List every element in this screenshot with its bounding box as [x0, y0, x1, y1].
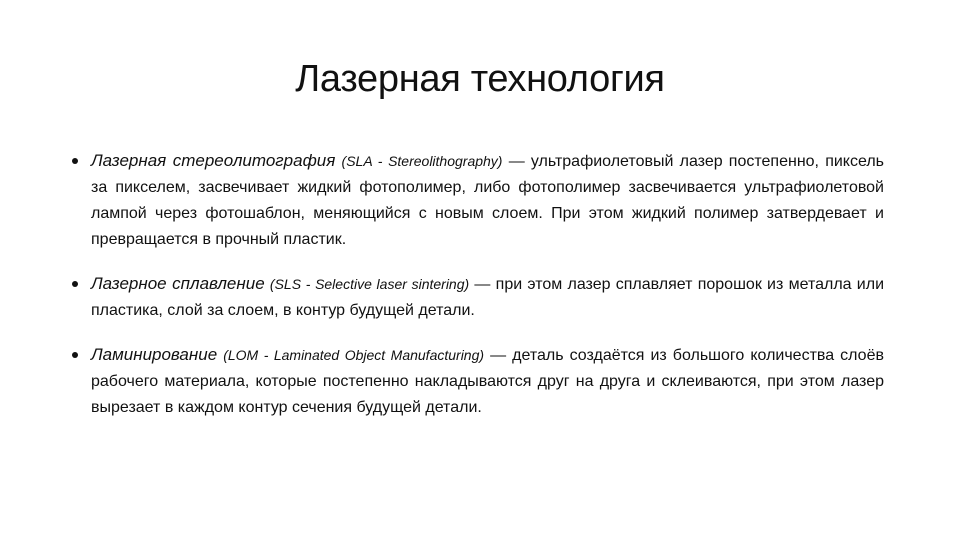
list-item-lom	[72, 342, 884, 421]
bullet-icon	[72, 352, 78, 358]
item-description: — деталь создаётся из большого количества слоёв рабочего материала, которые постепенно накладываются друг на друга и склеиваются, при этом лазер вырезает в каждом контур сечения будущей детали.	[91, 347, 884, 416]
slide-title: Лазерная технология	[295, 58, 665, 100]
list-item-sls	[72, 271, 884, 324]
list-item-sla	[72, 148, 884, 253]
item-term: Лазерное сплавление	[91, 274, 265, 293]
item-abbreviation: (SLS - Selective laser sintering)	[269, 276, 470, 292]
item-term: Лазерная стереолитография	[91, 151, 336, 170]
bullet-icon	[72, 158, 78, 164]
item-abbreviation: (SLA - Stereolithography)	[341, 153, 503, 169]
item-description: — ультрафиолетовый лазер постепенно, пиксель за пикселем, засвечивает жидкий фотополимер, либо фотополимер засвечивается ультрафиолетовой лампой через фотошаблон, меняющийся с новым слоем. При этом жидкий полимер затвердевает и превращается в прочный пластик.	[91, 153, 885, 248]
item-abbreviation: (LOM - Laminated Object Manufacturing)	[223, 347, 485, 363]
item-term: Ламинирование	[91, 345, 218, 364]
bullet-list	[72, 148, 884, 439]
bullet-icon	[72, 281, 78, 287]
item-description: — при этом лазер сплавляет порошок из металла или пластика, слой за слоем, в контур будущей детали.	[91, 276, 885, 319]
